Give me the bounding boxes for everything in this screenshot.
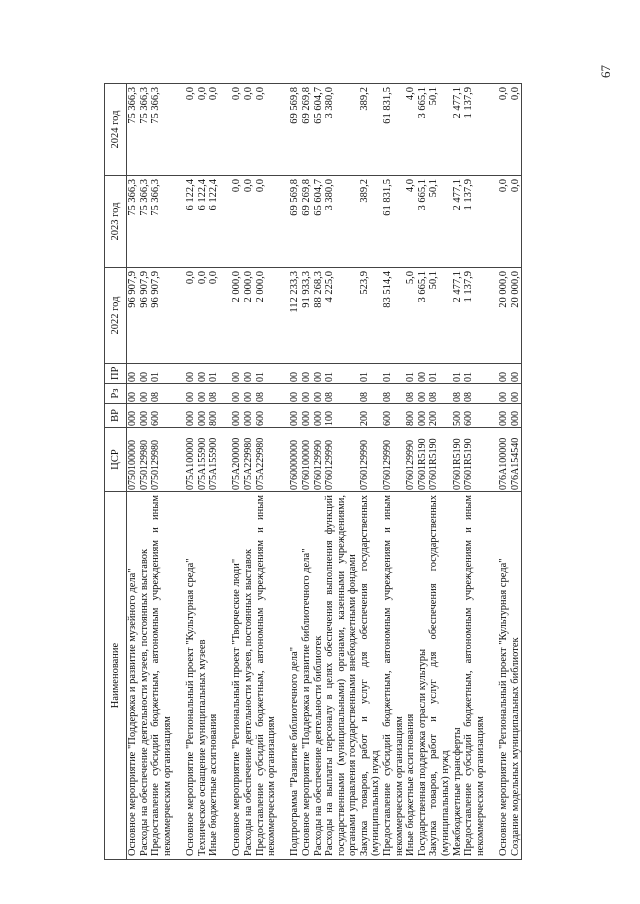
spacer-cell xyxy=(173,176,185,268)
spacer-cell xyxy=(278,364,290,384)
spacer-cell xyxy=(278,428,290,492)
cell-2022: 3 665,1 xyxy=(417,268,429,364)
spacer-row xyxy=(278,84,290,860)
cell-vr: 000 xyxy=(231,404,243,428)
cell-pr: 01 xyxy=(324,364,359,384)
cell-2022: 2 000,0 xyxy=(231,268,243,364)
cell-2024: 1 137,9 xyxy=(463,84,486,176)
cell-vr: 000 xyxy=(243,404,255,428)
cell-2024: 75 366,3 xyxy=(139,84,151,176)
cell-pr: 00 xyxy=(197,364,209,384)
cell-vr: 800 xyxy=(405,404,417,428)
cell-csr: 0750100000 xyxy=(127,428,139,492)
cell-name: Основное мероприятие "Региональный проект "Культурная среда" xyxy=(185,492,197,860)
spacer-cell xyxy=(173,404,185,428)
spacer-cell xyxy=(220,384,232,404)
cell-rz: 00 xyxy=(313,384,325,404)
cell-pr: 00 xyxy=(498,364,510,384)
spacer-cell xyxy=(220,492,232,860)
cell-2023: 0,0 xyxy=(255,176,278,268)
cell-csr: 07601R5190 xyxy=(417,428,429,492)
cell-2024: 69 269,8 xyxy=(301,84,313,176)
cell-2024: 0,0 xyxy=(208,84,220,176)
spacer-cell xyxy=(486,268,498,364)
cell-name: Предоставление субсидий бюджетным, автономным учреждениям и иным некоммерческим организациям xyxy=(382,492,405,860)
cell-csr: 075A229980 xyxy=(255,428,278,492)
cell-2022: 96 907,9 xyxy=(139,268,151,364)
table-row xyxy=(428,84,451,860)
cell-name: Предоставление субсидий бюджетным, автономным учреждениям и иным некоммерческим организациям xyxy=(150,492,173,860)
cell-name: Расходы на выплаты персоналу в целях обеспечения выполнения функций государственными (муниципальными) органами, казенными учреждениями, органами управления государственными внебюджетными фондами xyxy=(324,492,359,860)
spacer-cell xyxy=(278,84,290,176)
cell-2023: 6 122,4 xyxy=(185,176,197,268)
cell-rz: 08 xyxy=(463,384,486,404)
cell-vr: 000 xyxy=(139,404,151,428)
cell-2024: 65 604,7 xyxy=(313,84,325,176)
cell-rz: 00 xyxy=(417,384,429,404)
cell-vr: 600 xyxy=(463,404,486,428)
cell-2022: 4 225,0 xyxy=(324,268,359,364)
cell-2022: 20 000,0 xyxy=(498,268,510,364)
cell-2023: 1 137,9 xyxy=(463,176,486,268)
cell-name: Подпрограмма "Развитие библиотечного дела" xyxy=(289,492,301,860)
cell-csr: 076A100000 xyxy=(498,428,510,492)
cell-vr: 000 xyxy=(417,404,429,428)
cell-name: Основное мероприятие "Региональный проект "Творческие люди" xyxy=(231,492,243,860)
cell-csr: 07601R5190 xyxy=(463,428,486,492)
cell-pr: 00 xyxy=(510,364,522,384)
cell-2022: 112 233,3 xyxy=(289,268,301,364)
cell-2022: 523,9 xyxy=(359,268,382,364)
cell-2023: 3 665,1 xyxy=(417,176,429,268)
cell-2023: 6 122,4 xyxy=(197,176,209,268)
cell-vr: 600 xyxy=(255,404,278,428)
cell-2023: 61 831,5 xyxy=(382,176,405,268)
cell-vr: 100 xyxy=(324,404,359,428)
cell-name: Расходы на обеспечение деятельности музеев, постоянных выставок xyxy=(139,492,151,860)
table-row xyxy=(150,84,173,860)
spacer-cell xyxy=(486,84,498,176)
cell-2022: 91 933,3 xyxy=(301,268,313,364)
cell-vr: 000 xyxy=(510,404,522,428)
cell-2023: 2 477,1 xyxy=(452,176,464,268)
cell-2024: 50,1 xyxy=(428,84,451,176)
budget-table xyxy=(104,83,522,860)
col-header-csr: ЦСР xyxy=(105,428,127,492)
cell-pr: 00 xyxy=(313,364,325,384)
cell-pr: 01 xyxy=(382,364,405,384)
cell-2024: 3 665,1 xyxy=(417,84,429,176)
cell-csr: 0750129980 xyxy=(150,428,173,492)
spacer-row xyxy=(173,84,185,860)
cell-rz: 00 xyxy=(197,384,209,404)
cell-csr: 075A200000 xyxy=(231,428,243,492)
col-header-pr: ПР xyxy=(105,364,127,384)
cell-pr: 01 xyxy=(463,364,486,384)
spacer-cell xyxy=(220,428,232,492)
cell-2023: 0,0 xyxy=(498,176,510,268)
cell-vr: 000 xyxy=(127,404,139,428)
cell-2023: 6 122,4 xyxy=(208,176,220,268)
spacer-cell xyxy=(278,176,290,268)
cell-name: Создание модельных муниципальных библиотек xyxy=(510,492,522,860)
cell-2024: 69 569,8 xyxy=(289,84,301,176)
table-row xyxy=(197,84,209,860)
cell-name: Основное мероприятие "Поддержка и развитие библиотечного дела" xyxy=(301,492,313,860)
table-row xyxy=(231,84,243,860)
cell-csr: 076A154540 xyxy=(510,428,522,492)
cell-2022: 5,0 xyxy=(405,268,417,364)
cell-pr: 01 xyxy=(255,364,278,384)
cell-name: Иные бюджетные ассигнования xyxy=(208,492,220,860)
cell-2023: 4,0 xyxy=(405,176,417,268)
cell-name: Иные бюджетные ассигнования xyxy=(405,492,417,860)
cell-2022: 88 268,3 xyxy=(313,268,325,364)
cell-csr: 075A155900 xyxy=(197,428,209,492)
cell-vr: 500 xyxy=(452,404,464,428)
cell-pr: 01 xyxy=(359,364,382,384)
cell-2022: 2 000,0 xyxy=(255,268,278,364)
cell-pr: 00 xyxy=(185,364,197,384)
cell-pr: 00 xyxy=(243,364,255,384)
cell-csr: 0760129990 xyxy=(382,428,405,492)
cell-rz: 00 xyxy=(498,384,510,404)
cell-pr: 00 xyxy=(127,364,139,384)
spacer-cell xyxy=(220,268,232,364)
spacer-cell xyxy=(486,404,498,428)
cell-rz: 00 xyxy=(243,384,255,404)
cell-vr: 000 xyxy=(313,404,325,428)
cell-2022: 2 477,1 xyxy=(452,268,464,364)
cell-csr: 075A100000 xyxy=(185,428,197,492)
cell-vr: 000 xyxy=(498,404,510,428)
cell-2023: 0,0 xyxy=(243,176,255,268)
cell-2023: 3 380,0 xyxy=(324,176,359,268)
cell-2022: 2 000,0 xyxy=(243,268,255,364)
spacer-cell xyxy=(173,84,185,176)
cell-csr: 0760129990 xyxy=(324,428,359,492)
cell-name: Государственная поддержка отрасли культуры xyxy=(417,492,429,860)
cell-name: Предоставление субсидий бюджетным, автономным учреждениям и иным некоммерческим организациям xyxy=(463,492,486,860)
spacer-cell xyxy=(278,268,290,364)
cell-pr: 00 xyxy=(231,364,243,384)
cell-rz: 08 xyxy=(150,384,173,404)
cell-rz: 08 xyxy=(208,384,220,404)
cell-rz: 08 xyxy=(382,384,405,404)
spacer-cell xyxy=(173,428,185,492)
spacer-cell xyxy=(220,364,232,384)
cell-rz: 08 xyxy=(324,384,359,404)
cell-rz: 00 xyxy=(127,384,139,404)
cell-csr: 075A229980 xyxy=(243,428,255,492)
cell-pr: 01 xyxy=(452,364,464,384)
cell-vr: 000 xyxy=(301,404,313,428)
cell-rz: 08 xyxy=(255,384,278,404)
table-row xyxy=(139,84,151,860)
cell-csr: 07601R5190 xyxy=(428,428,451,492)
cell-name: Предоставление субсидий бюджетным, автономным учреждениям и иным некоммерческим организациям xyxy=(255,492,278,860)
cell-name: Расходы на обеспечение деятельности музеев, постоянных выставок xyxy=(243,492,255,860)
cell-2022: 50,1 xyxy=(428,268,451,364)
table-row xyxy=(405,84,417,860)
spacer-row xyxy=(220,84,232,860)
spacer-cell xyxy=(220,84,232,176)
spacer-cell xyxy=(220,176,232,268)
cell-2023: 69 569,8 xyxy=(289,176,301,268)
cell-2022: 0,0 xyxy=(208,268,220,364)
cell-2022: 0,0 xyxy=(197,268,209,364)
cell-csr: 0760129990 xyxy=(405,428,417,492)
cell-rz: 08 xyxy=(452,384,464,404)
cell-rz: 08 xyxy=(405,384,417,404)
rotated-page xyxy=(104,84,604,860)
cell-2023: 0,0 xyxy=(231,176,243,268)
spacer-row xyxy=(486,84,498,860)
spacer-cell xyxy=(486,364,498,384)
cell-csr: 0760129990 xyxy=(359,428,382,492)
cell-csr: 0760100000 xyxy=(301,428,313,492)
table-row xyxy=(452,84,464,860)
cell-rz: 08 xyxy=(428,384,451,404)
cell-rz: 00 xyxy=(185,384,197,404)
cell-pr: 00 xyxy=(417,364,429,384)
cell-vr: 600 xyxy=(150,404,173,428)
cell-2024: 75 366,3 xyxy=(150,84,173,176)
cell-rz: 00 xyxy=(510,384,522,404)
table-row xyxy=(127,84,139,860)
cell-2023: 50,1 xyxy=(428,176,451,268)
cell-vr: 000 xyxy=(185,404,197,428)
cell-rz: 00 xyxy=(289,384,301,404)
cell-2023: 0,0 xyxy=(510,176,522,268)
spacer-cell xyxy=(278,492,290,860)
table-row xyxy=(208,84,220,860)
cell-pr: 00 xyxy=(289,364,301,384)
cell-2024: 0,0 xyxy=(498,84,510,176)
cell-pr: 01 xyxy=(428,364,451,384)
table-row xyxy=(417,84,429,860)
cell-rz: 00 xyxy=(231,384,243,404)
cell-2024: 389,2 xyxy=(359,84,382,176)
cell-2024: 0,0 xyxy=(185,84,197,176)
cell-vr: 800 xyxy=(208,404,220,428)
spacer-cell xyxy=(220,404,232,428)
cell-pr: 01 xyxy=(405,364,417,384)
col-header-2023: 2023 год xyxy=(105,176,127,268)
spacer-cell xyxy=(278,404,290,428)
spacer-cell xyxy=(486,384,498,404)
spacer-cell xyxy=(173,384,185,404)
cell-pr: 00 xyxy=(139,364,151,384)
cell-name: Межбюджетные трансферты xyxy=(452,492,464,860)
spacer-cell xyxy=(486,428,498,492)
col-header-rz: Рз xyxy=(105,384,127,404)
cell-2022: 96 907,9 xyxy=(127,268,139,364)
cell-2024: 0,0 xyxy=(231,84,243,176)
table-row xyxy=(359,84,382,860)
cell-csr: 0760129990 xyxy=(313,428,325,492)
cell-name: Основное мероприятие "Региональный проект "Культурная среда" xyxy=(498,492,510,860)
col-header-2022: 2022 год xyxy=(105,268,127,364)
cell-2022: 0,0 xyxy=(185,268,197,364)
table-row xyxy=(324,84,359,860)
cell-csr: 0750129980 xyxy=(139,428,151,492)
cell-rz: 08 xyxy=(359,384,382,404)
cell-vr: 200 xyxy=(359,404,382,428)
cell-2023: 75 366,3 xyxy=(139,176,151,268)
cell-csr: 0760000000 xyxy=(289,428,301,492)
cell-vr: 000 xyxy=(289,404,301,428)
table-row xyxy=(301,84,313,860)
cell-2024: 0,0 xyxy=(510,84,522,176)
table-row xyxy=(498,84,510,860)
spacer-cell xyxy=(173,492,185,860)
cell-2022: 1 137,9 xyxy=(463,268,486,364)
page-number: 67 xyxy=(598,65,613,78)
table-row xyxy=(243,84,255,860)
cell-2023: 75 366,3 xyxy=(127,176,139,268)
cell-2022: 96 907,9 xyxy=(150,268,173,364)
cell-2023: 65 604,7 xyxy=(313,176,325,268)
cell-2022: 20 000,0 xyxy=(510,268,522,364)
cell-name: Основное мероприятие "Поддержка и развитие музейного дела" xyxy=(127,492,139,860)
cell-rz: 00 xyxy=(301,384,313,404)
cell-name: Расходы на обеспечение деятельности библиотек xyxy=(313,492,325,860)
cell-2022: 83 514,4 xyxy=(382,268,405,364)
cell-2023: 69 269,8 xyxy=(301,176,313,268)
table-row xyxy=(510,84,522,860)
col-header-name: Наименование xyxy=(105,492,127,860)
cell-vr: 000 xyxy=(197,404,209,428)
cell-vr: 200 xyxy=(428,404,451,428)
cell-vr: 600 xyxy=(382,404,405,428)
cell-2024: 75 366,3 xyxy=(127,84,139,176)
table-row xyxy=(255,84,278,860)
spacer-cell xyxy=(486,492,498,860)
col-header-vr: ВР xyxy=(105,404,127,428)
cell-2023: 389,2 xyxy=(359,176,382,268)
spacer-cell xyxy=(173,268,185,364)
cell-2024: 0,0 xyxy=(197,84,209,176)
cell-2024: 2 477,1 xyxy=(452,84,464,176)
cell-2024: 0,0 xyxy=(243,84,255,176)
cell-2024: 4,0 xyxy=(405,84,417,176)
cell-rz: 00 xyxy=(139,384,151,404)
table-row xyxy=(313,84,325,860)
cell-2024: 3 380,0 xyxy=(324,84,359,176)
spacer-cell xyxy=(278,384,290,404)
cell-2023: 75 366,3 xyxy=(150,176,173,268)
cell-name: Закупка товаров, работ и услуг для обеспечения государственных (муниципальных) нужд xyxy=(359,492,382,860)
cell-csr: 07601R5190 xyxy=(452,428,464,492)
table-row xyxy=(382,84,405,860)
cell-2024: 61 831,5 xyxy=(382,84,405,176)
cell-name: Закупка товаров, работ и услуг для обеспечения государственных (муниципальных) нужд xyxy=(428,492,451,860)
table-row xyxy=(289,84,301,860)
table-row xyxy=(463,84,486,860)
spacer-cell xyxy=(486,176,498,268)
cell-pr: 01 xyxy=(208,364,220,384)
table-header xyxy=(105,84,127,860)
cell-pr: 01 xyxy=(150,364,173,384)
spacer-cell xyxy=(173,364,185,384)
cell-pr: 00 xyxy=(301,364,313,384)
cell-name: Техническое оснащение муниципальных музеев xyxy=(197,492,209,860)
table-body xyxy=(127,84,522,860)
cell-2024: 0,0 xyxy=(255,84,278,176)
table-row xyxy=(185,84,197,860)
col-header-2024: 2024 год xyxy=(105,84,127,176)
cell-csr: 075A155900 xyxy=(208,428,220,492)
